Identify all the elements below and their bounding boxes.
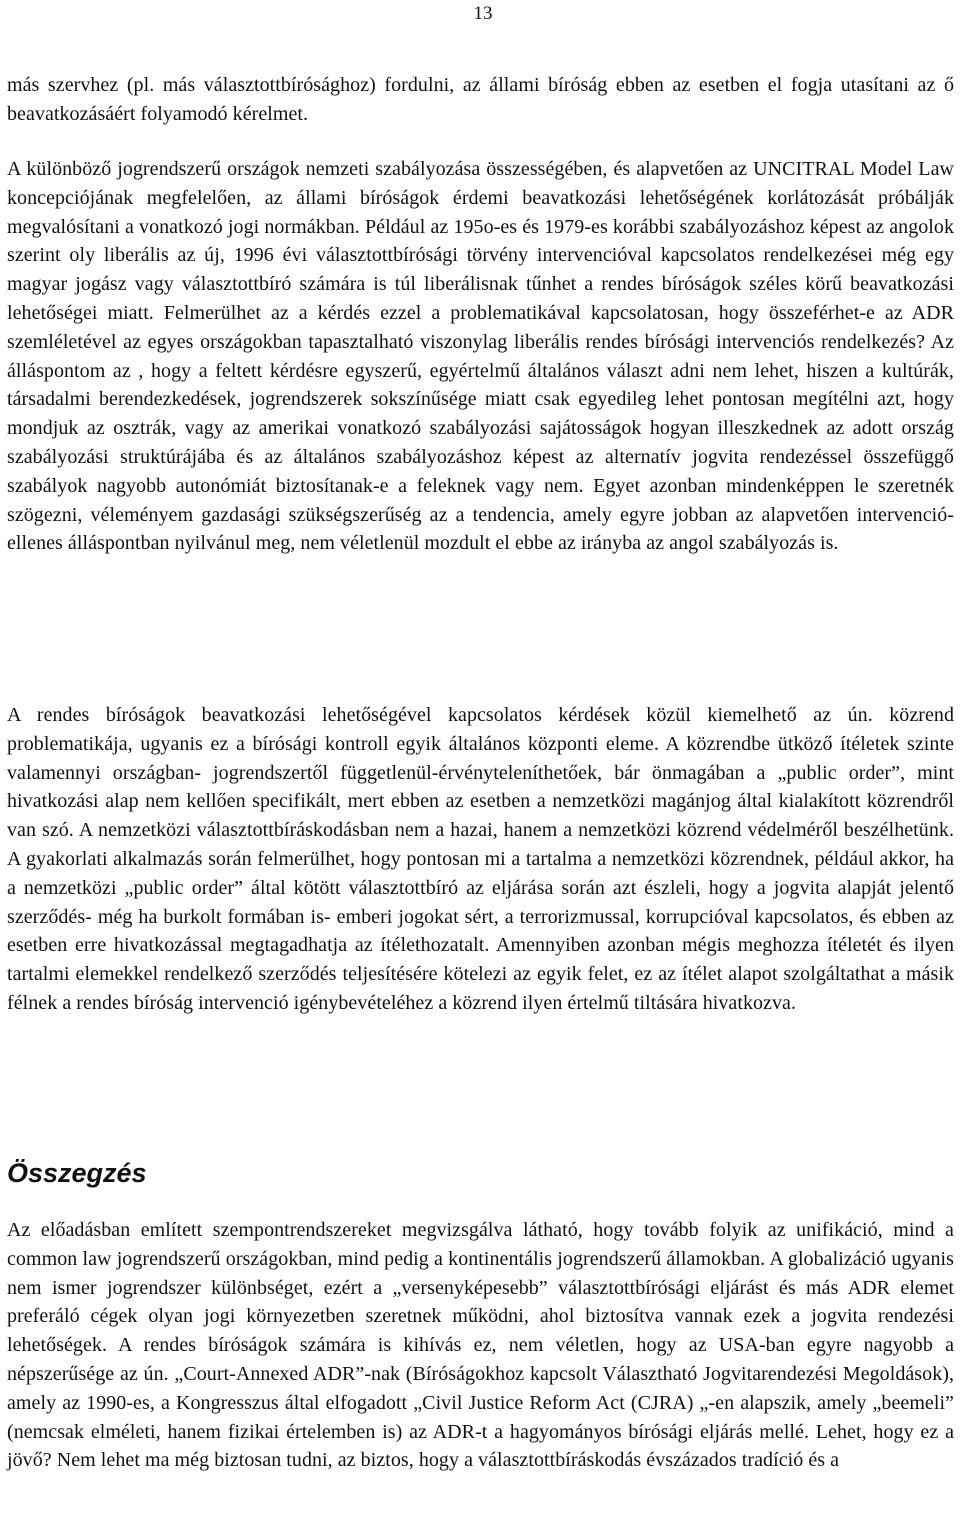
paragraph-summary: Az előadásban említett szempontrendszereket megvizsgálva látható, hogy tovább folyik az unifikáció, mind a common law jogrendszerű országokban, mind pedig a kontinentális jogrendszerű államokban. A globalizáció ugyanis nem ismer jogrendszer különbséget, ezért a „versenyképesebb” választottbírósági eljárást és más ADR elemet preferáló cégek olyan jogi környezetben szeretnek működni, ahol biztosítva vannak ezek a jogvita rendezési lehetőségek. A rendes bíróságok számára is kihívás ez, nem véletlen, hogy az USA-ban egyre nagyobb a népszerűsége az ún. „Court-Annexed ADR”-nak (Bíróságokhoz kapcsolt Választható Jogvitarendezési Megoldások), amely az 1990-es, a Kongresszus által elfogadott „Civil Justice Reform Act (CJRA) „-en alapszik, amely „beemeli” (nemcsak elméleti, hanem fizikai értelemben is) az ADR-t a hagyományos bírósági eljárás mellé. Lehet, hogy ez a jövő? Nem lehet ma még biztosan tudni, az biztos, hogy a választottbíráskodás évszázados tradíció és a [7, 1219, 954, 1472]
section-heading-summary: Összegzés [7, 1158, 147, 1188]
paragraph-public-order: A rendes bíróságok beavatkozási lehetőségével kapcsolatos kérdések közül kiemelhető az ún. közrend problematikája, ugyanis ez a bírósági kontroll egyik általános központi eleme. A közrendbe ütköző ítéletek szinte valamennyi országban- jogrendszertől függetlenül-érvényteleníthetőek, bár önmagában a „public order”, mint hivatkozási alap nem kellően specifikált, mert ebben az esetben a nemzetközi magánjog által kialakított közrendről van szó. A nemzetközi választottbíráskodásban nem a hazai, hanem a nemzetközi közrend védelméről beszélhetünk. A gyakorlati alkalmazás során felmerülhet, hogy pontosan mi a tartalma a nemzetközi közrendnek, például akkor, ha a nemzetközi „public order” által kötött választottbíró az eljárása során azt észleli, hogy a jogvita alapját jelentő szerződés- még ha burkolt formában is- emberi jogokat sért, a terrorizmussal, korrupcióval kapcsolatos, és ebben az esetben erre hivatkozással megtagadhatja az ítélethozatalt. Amennyiben azonban mégis meghozza ítéletét és ilyen tartalmi elemekkel rendelkező szerződés teljesítésére kötelezi az egyik felet, ez az ítélet alapot szolgáltathat a másik félnek a rendes bíróság intervenció igénybevételéhez a közrend ilyen értelmű tiltására hivatkozva. [7, 704, 954, 1014]
paragraph-national-regulation: A különböző jogrendszerű országok nemzeti szabályozása összességében, és alapvetően az UNCITRAL Model Law koncepciójának megfelelően, az állami bíróságok érdemi beavatkozási lehetőségének korlátozását próbálják megvalósítani a vonatkozó jogi normákban. Például az 195o-es és 1979-es korábbi szabályozáshoz képest az angolok szerint oly liberális az új, 1996 évi választottbírósági törvény intervencióval kapcsolatos rendelkezései még egy magyar jogász vagy választottbíró számára is túl liberálisnak tűnhet a rendes bíróságok széles körű beavatkozási lehetőségei miatt. Felmerülhet az a kérdés ezzel a problematikával kapcsolatosan, hogy összeférhet-e az ADR szemléletével az egyes országokban tapasztalható viszonylag liberális rendes bírósági intervenciós rendelkezés? Az álláspontom az , hogy a feltett kérdésre egyszerű, egyértelmű általános választ adni nem lehet, hiszen a kultúrák, társadalmi berendezkedések, jogrendszerek sokszínűsége miatt csak egyedileg lehet pontosan megítélni azt, hogy mondjuk az osztrák, vagy az amerikai vonatkozó szabályozási sajátosságok hogyan illeszkednek az adott ország szabályozási struktúrájába és az általános szabályozáshoz képest az alternatív jogvita rendezéssel összefüggő szabályok nagyobb autonómiát biztosítanak-e a feleknek vagy nem. Egyet azonban mindenképpen le szeretnék szögezni, véleményem gazdasági szükségszerűség az a tendencia, amely egyre jobban az alapvetően intervenció-ellenes álláspontban nyilvánul meg, nem véletlenül mozdult el ebbe az irányba az angol szabályozás is. [7, 158, 954, 555]
paragraph-continuation: más szervhez (pl. más választottbírósághoz) fordulni, az állami bíróság ebben az esetben el fogja utasítani az ő beavatkozásáért folyamodó kérelmet. [7, 74, 954, 125]
page-number: 13 [473, 3, 493, 24]
